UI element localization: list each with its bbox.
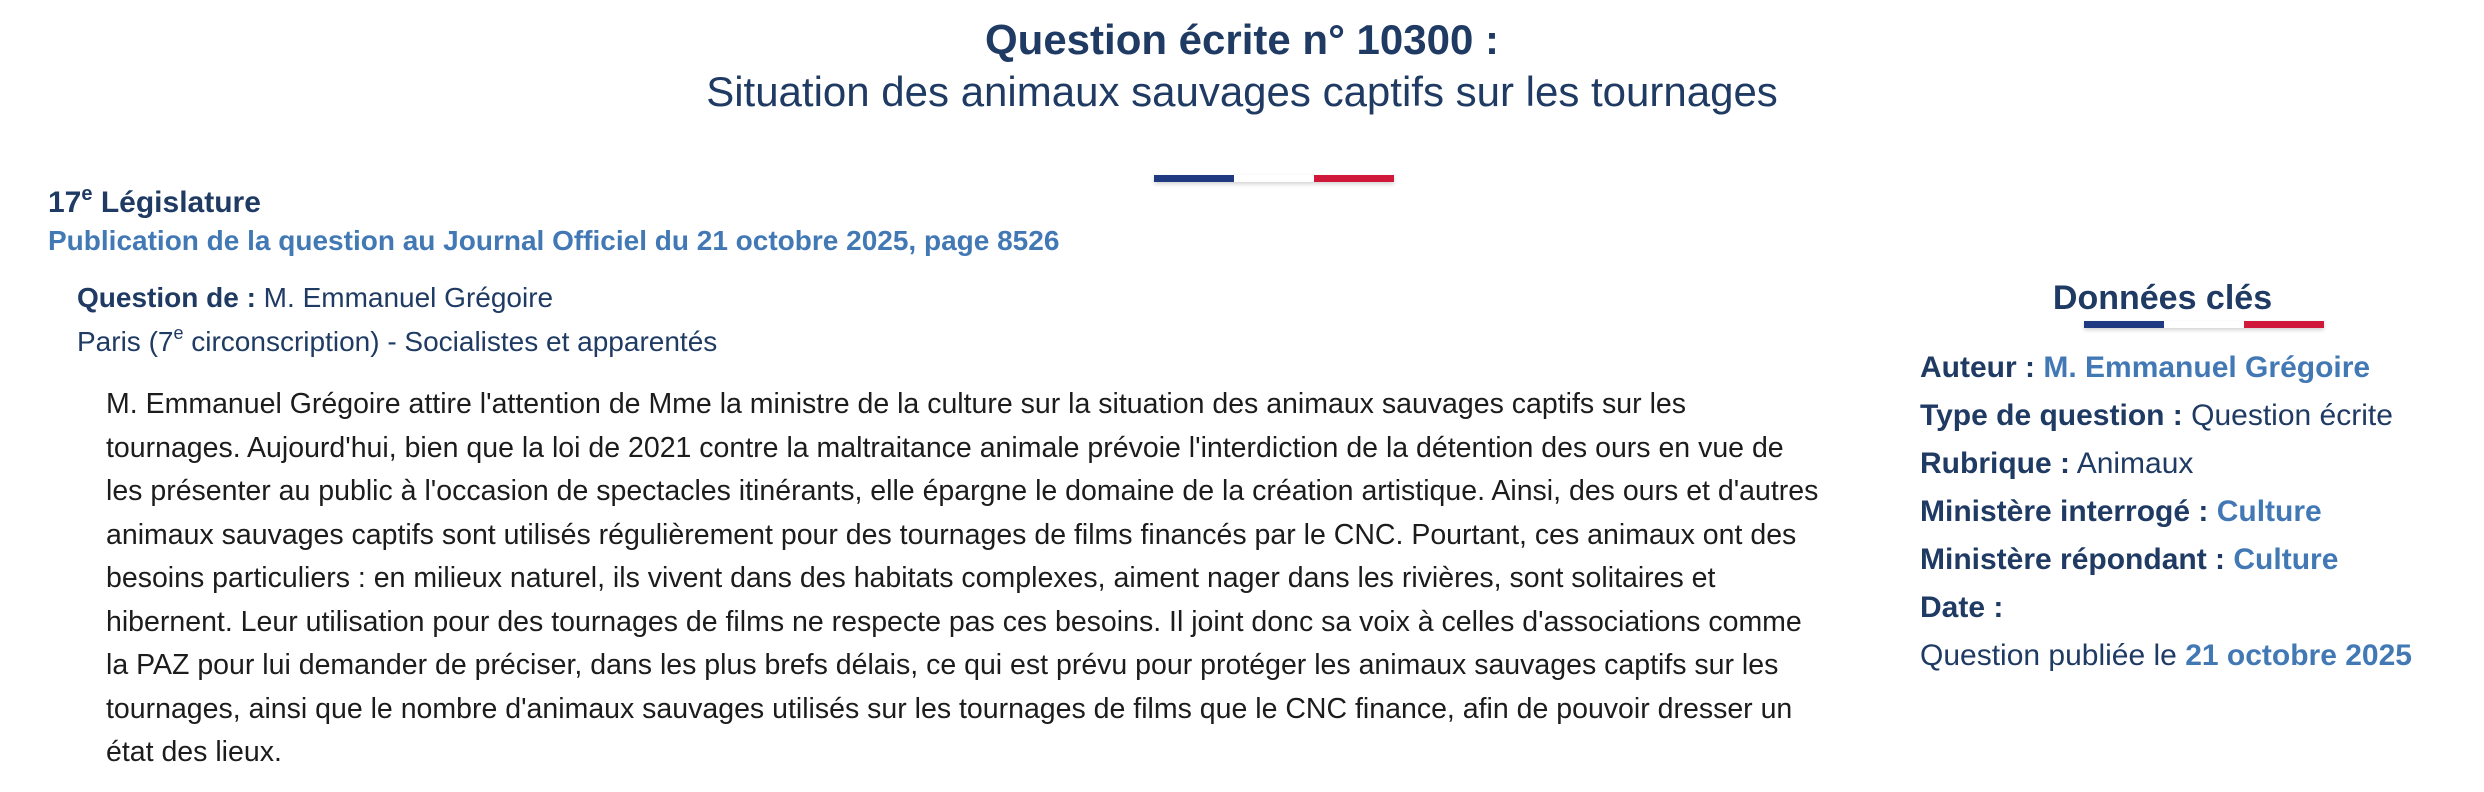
type-label: Type de question : — [1920, 399, 2183, 432]
date-label: Date : — [1920, 591, 2004, 624]
author-label: Auteur : — [1920, 351, 2035, 384]
question-text: M. Emmanuel Grégoire attire l'attention de Mme la ministre de la culture sur la situation des animaux sauvages captifs sur les tournages. Aujourd'hui, bien que la loi de 2021 contre la maltraitance animale prévoie l'interdiction de la détention des ours en vue de les présenter au public à l'occasion de spectacles itinérants, elle épargne le domaine de la création artistique. Ainsi, des ours et d'autres animaux sauvages captifs sont utilisés régulièrement pour des tournages de films financés par le CNC. Pourtant, ces animaux ont des besoins particuliers : en milieux naturel, ils vivent dans des habitats complexes, aiment nager dans les rivières, sont solitaires et hibernent. Leur utilisation pour des tournages de films ne respecte pas ces besoins. Il joint donc sa voix à celles d'associations comme la PAZ pour lui demander de préciser, dans les plus brefs délais, ce qui est prévu pour protéger les animaux sauvages captifs sur les tournages, ainsi que le nombre d'animaux sauvages utilisés sur les tournages de films que le CNC finance, afin de pouvoir dresser un état des lieux. — [106, 388, 1819, 768]
question-from-label: Question de : — [77, 282, 256, 313]
key-data-type — [1920, 394, 2393, 438]
constituency-prefix: Paris (7 — [77, 326, 174, 357]
legislature-superscript: e — [81, 183, 93, 205]
author-link[interactable]: M. Emmanuel Grégoire — [2043, 351, 2371, 384]
key-data-author — [1920, 346, 2370, 390]
page-subtitle: Situation des animaux sauvages captifs sur les tournages — [706, 68, 1778, 115]
key-data-tricolor-divider — [2084, 321, 2324, 328]
question-author: M. Emmanuel Grégoire — [255, 282, 554, 313]
ministry-answering-label: Ministère répondant : — [1920, 543, 2226, 576]
legislature-label: Législature — [92, 186, 261, 219]
key-data-rubric — [1920, 442, 2193, 486]
date-text: Question publiée le — [1920, 639, 2186, 672]
key-data-date — [1920, 586, 2003, 630]
ministry-asked-label: Ministère interrogé : — [1920, 495, 2209, 528]
legislature-number: 17 — [48, 186, 82, 219]
rubric-label: Rubrique : — [1920, 447, 2070, 480]
key-data-ministry-asked — [1920, 490, 2322, 534]
constituency-line — [77, 322, 717, 362]
ministry-answering-link[interactable]: Culture — [2233, 543, 2339, 576]
legislature-heading — [48, 183, 261, 223]
constituency-suffix: circonscription) - Socialistes et apparentés — [183, 326, 718, 357]
publication-info: Publication de la question au Journal Officiel du 21 octobre 2025, page 8526 — [48, 225, 1060, 256]
key-data-ministry-answering — [1920, 538, 2338, 582]
tricolor-divider — [1154, 175, 1394, 182]
question-author-line — [77, 278, 553, 318]
key-data-date-published — [1920, 634, 2412, 678]
type-value: Question écrite — [2191, 399, 2393, 432]
date-link[interactable]: 21 octobre 2025 — [2185, 639, 2412, 672]
key-data-title: Données clés — [2052, 279, 2273, 317]
page-title: Question écrite n° 10300 : — [985, 16, 1499, 63]
constituency-superscript: e — [173, 323, 184, 343]
ministry-asked-link[interactable]: Culture — [2216, 495, 2322, 528]
rubric-value: Animaux — [2076, 447, 2194, 480]
